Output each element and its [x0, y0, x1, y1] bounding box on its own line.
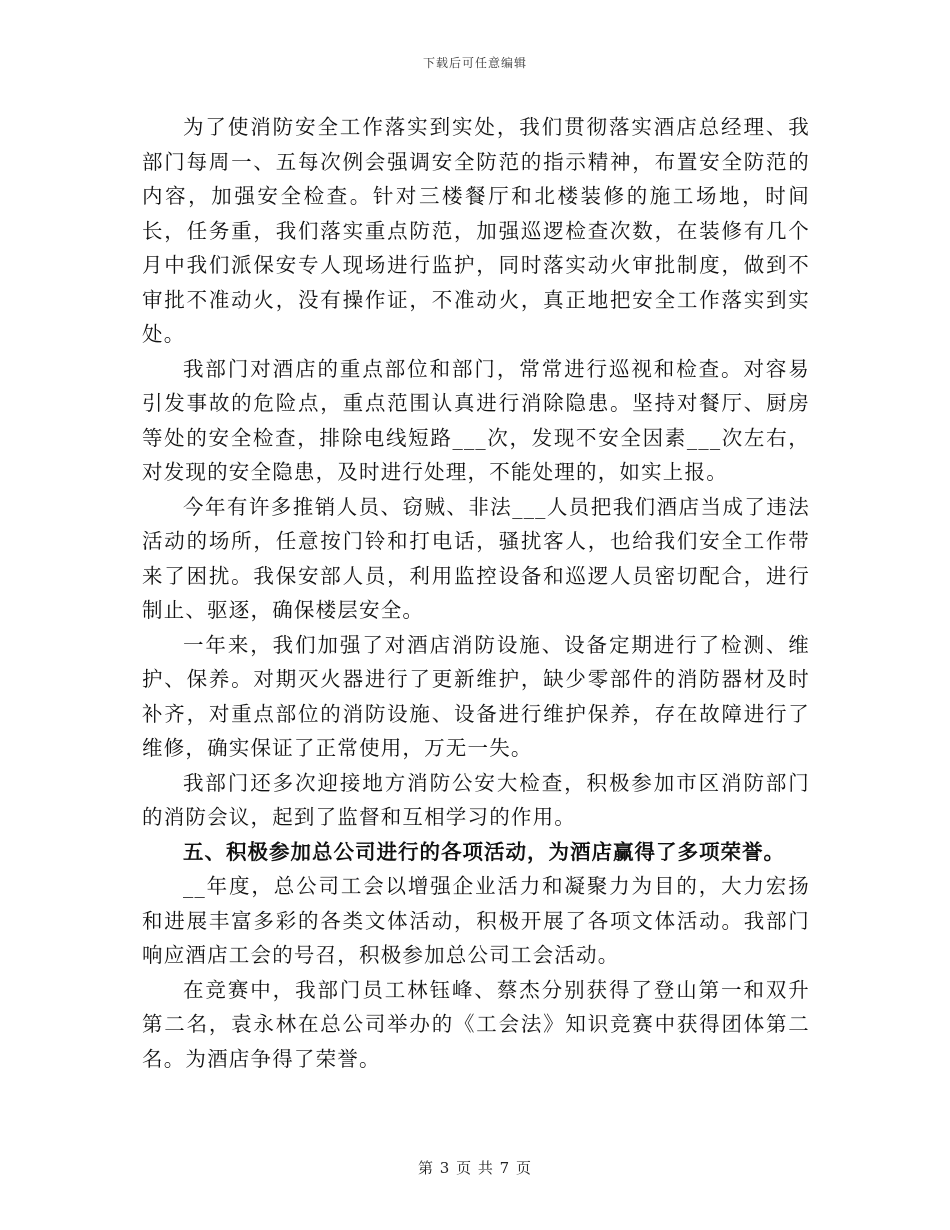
paragraph-equipment-maintenance: 一年来，我们加强了对酒店消防设施、设备定期进行了检测、维护、保养。对期灭火器进行了更新维护，缺少零部件的消防器材及时补齐，对重点部位的消防设施、设备进行维护保养，存在故障进行了维修，确实保证了正常使用，万无一失。 — [142, 632, 810, 760]
paragraph-intruder-control: 今年有许多推销人员、窃贼、非法___人员把我们酒店当成了违法活动的场所，任意按门铃和打电话，骚扰客人，也给我们安全工作带来了困扰。我保安部人员，利用监控设备和巡逻人员密切配合，进行制止、驱逐，确保楼层安全。 — [142, 494, 810, 622]
page-number-footer: 第 3 页 共 7 页 — [418, 1159, 532, 1177]
paragraph-union-activities: __年度，总公司工会以增强企业活力和凝聚力为目的，大力宏扬和进展丰富多彩的各类文体活动，积极开展了各项文体活动。我部门响应酒店工会的号召，积极参加总公司工会活动。 — [142, 874, 810, 967]
paragraph-fire-safety-implementation: 为了使消防安全工作落实到实处，我们贯彻落实酒店总经理、我部门每周一、五每次例会强调安全防范的指示精神，布置安全防范的内容，加强安全检查。针对三楼餐厅和北楼装修的施工场地，时间长，任务重，我们落实重点防范，加强巡逻检查次数，在装修有几个月中我们派保安专人现场进行监护，同时落实动火审批制度，做到不审批不准动火，没有操作证，不准动火，真正地把安全工作落实到实处。 — [142, 115, 810, 346]
document-body — [142, 110, 810, 1076]
paragraph-key-area-inspection: 我部门对酒店的重点部位和部门，常常进行巡视和检查。对容易引发事故的危险点，重点范围认真进行消除隐患。坚持对餐厅、厨房等处的安全检查，排除电线短路___次，发现不安全因素___次左右，对发现的安全隐患，及时进行处理，不能处理的，如实上报。 — [142, 356, 810, 484]
paragraph-competition-awards: 在竞赛中，我部门员工林钰峰、蔡杰分别获得了登山第一和双升第二名，袁永林在总公司举办的《工会法》知识竞赛中获得团体第二名。为酒店争得了荣誉。 — [142, 977, 810, 1071]
paragraph-fire-inspection-meetings: 我部门还多次迎接地方消防公安大检查，积极参加市区消防部门的消防会议，起到了监督和互相学习的作用。 — [142, 770, 810, 829]
page-header-note: 下载后可任意编辑 — [422, 56, 527, 70]
section-heading-five: 五、积极参加总公司进行的各项活动，为酒店赢得了多项荣誉。 — [183, 839, 785, 864]
